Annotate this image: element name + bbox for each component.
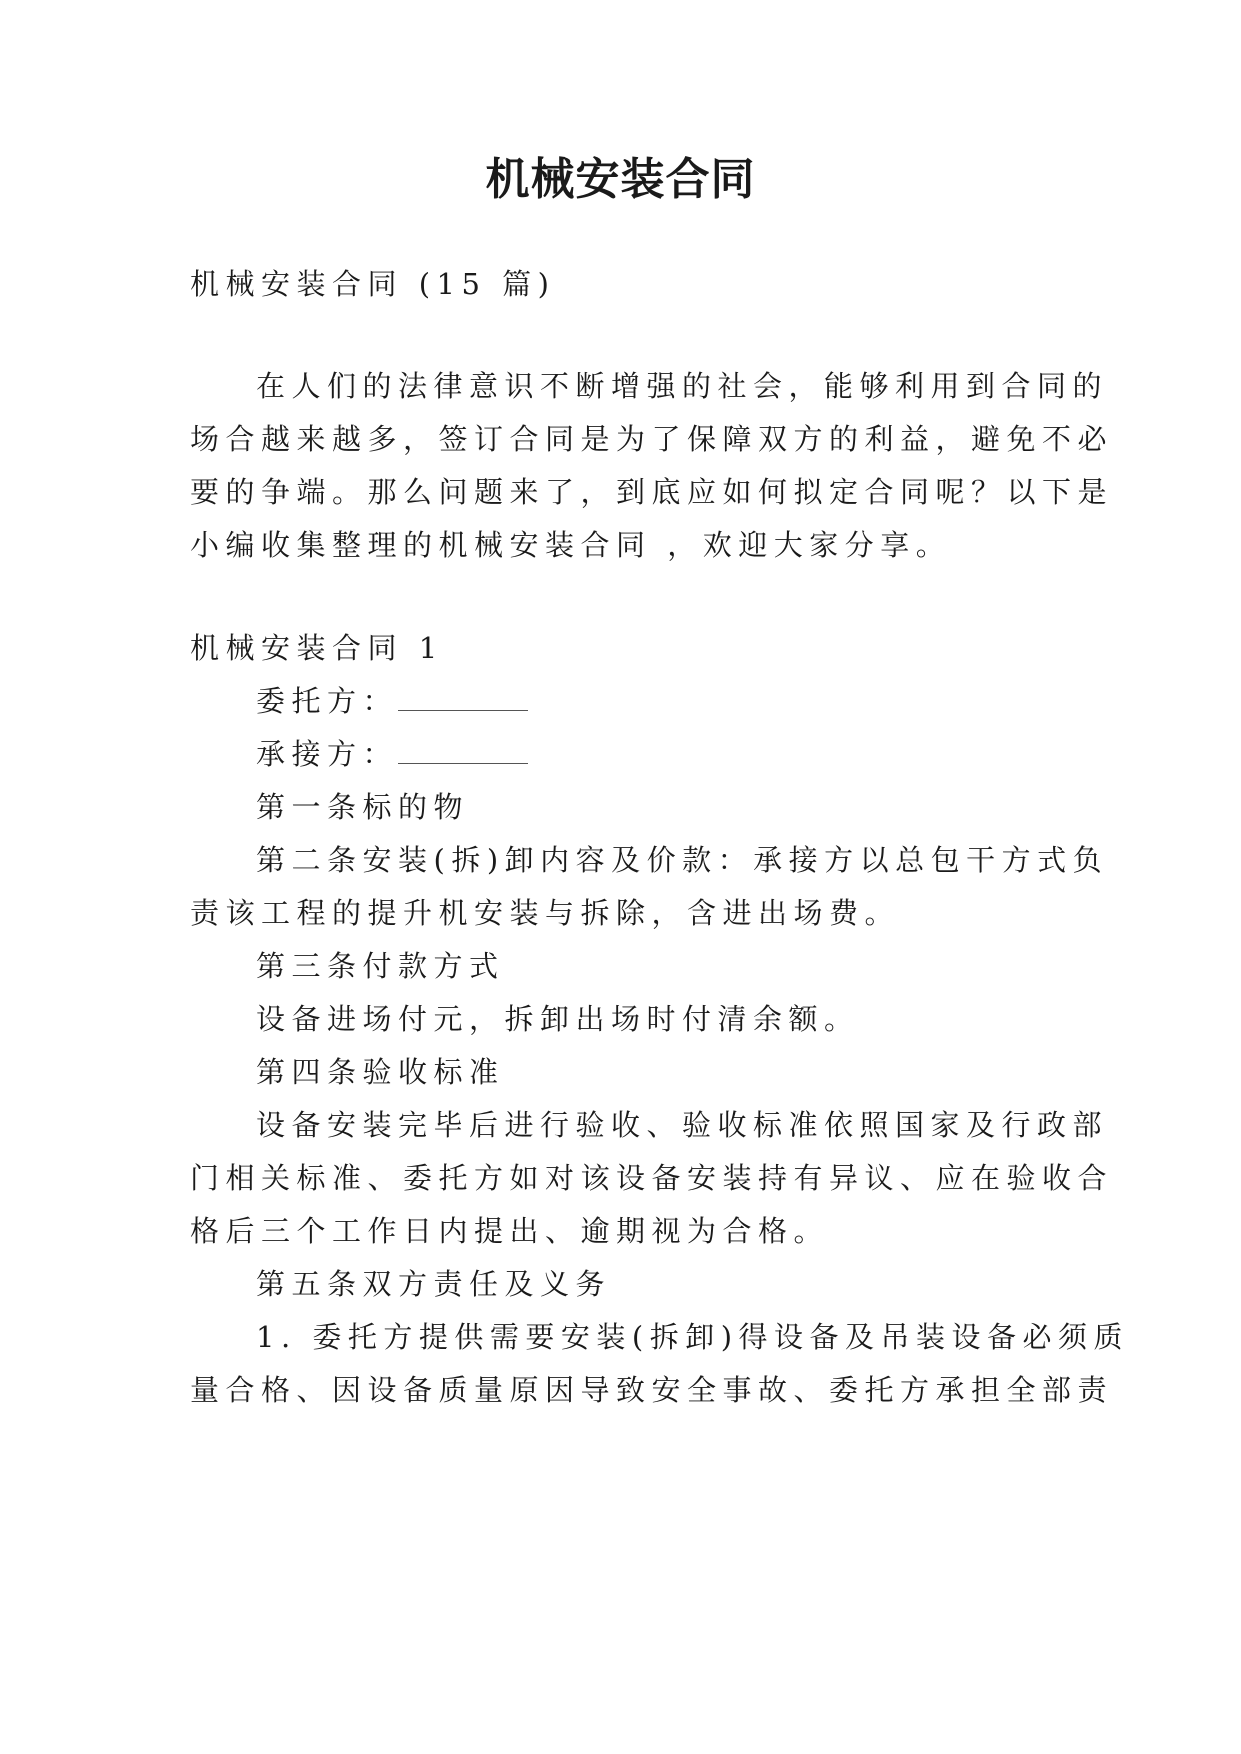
article-5-item-1-line-2: 量合格、因设备质量原因导致安全事故、委托方承担全部责 (190, 1373, 1114, 1407)
article-3-heading: 第三条付款方式 (256, 949, 505, 983)
document-title: 机械安装合同 (485, 154, 756, 205)
document-subtitle: 机械安装合同 (15 篇) (190, 267, 556, 301)
party-b-row (256, 734, 1050, 774)
article-4-line-2: 门相关标准、委托方如对该设备安装持有异议、应在验收合 (190, 1161, 1114, 1195)
article-5-heading: 第五条双方责任及义务 (256, 1267, 612, 1301)
article-2-line-1: 第二条安装(拆)卸内容及价款：承接方以总包干方式负 (256, 843, 1109, 877)
intro-line-2: 场合越来越多，签订合同是为了保障双方的利益，避免不必 (190, 422, 1114, 456)
intro-line-4: 小编收集整理的机械安装合同 ，欢迎大家分享。 (190, 528, 952, 562)
article-4-heading: 第四条验收标准 (256, 1055, 505, 1089)
intro-line-3: 要的争端。那么问题来了，到底应如何拟定合同呢？以下是 (190, 475, 1114, 509)
article-4-line-3: 格后三个工作日内提出、逾期视为合格。 (190, 1214, 830, 1248)
article-2-line-2: 责该工程的提升机安装与拆除，含进出场费。 (190, 896, 901, 930)
intro-line-1: 在人们的法律意识不断增强的社会，能够利用到合同的 (256, 369, 1109, 403)
party-b-label: 承接方： (256, 737, 399, 771)
party-a-label: 委托方： (256, 684, 399, 718)
article-4-line-1: 设备安装完毕后进行验收、验收标准依照国家及行政部 (256, 1108, 1109, 1142)
section-heading: 机械安装合同 1 (190, 631, 444, 665)
party-b-blank (398, 735, 528, 764)
article-3-text: 设备进场付元，拆卸出场时付清余额。 (256, 1002, 860, 1036)
party-a-row (256, 681, 1050, 721)
article-1-heading: 第一条标的物 (256, 790, 470, 824)
party-a-blank (398, 682, 528, 711)
article-5-item-1-line-1: 1. 委托方提供需要安装(拆卸)得设备及吊装设备必须质 (256, 1320, 1130, 1354)
